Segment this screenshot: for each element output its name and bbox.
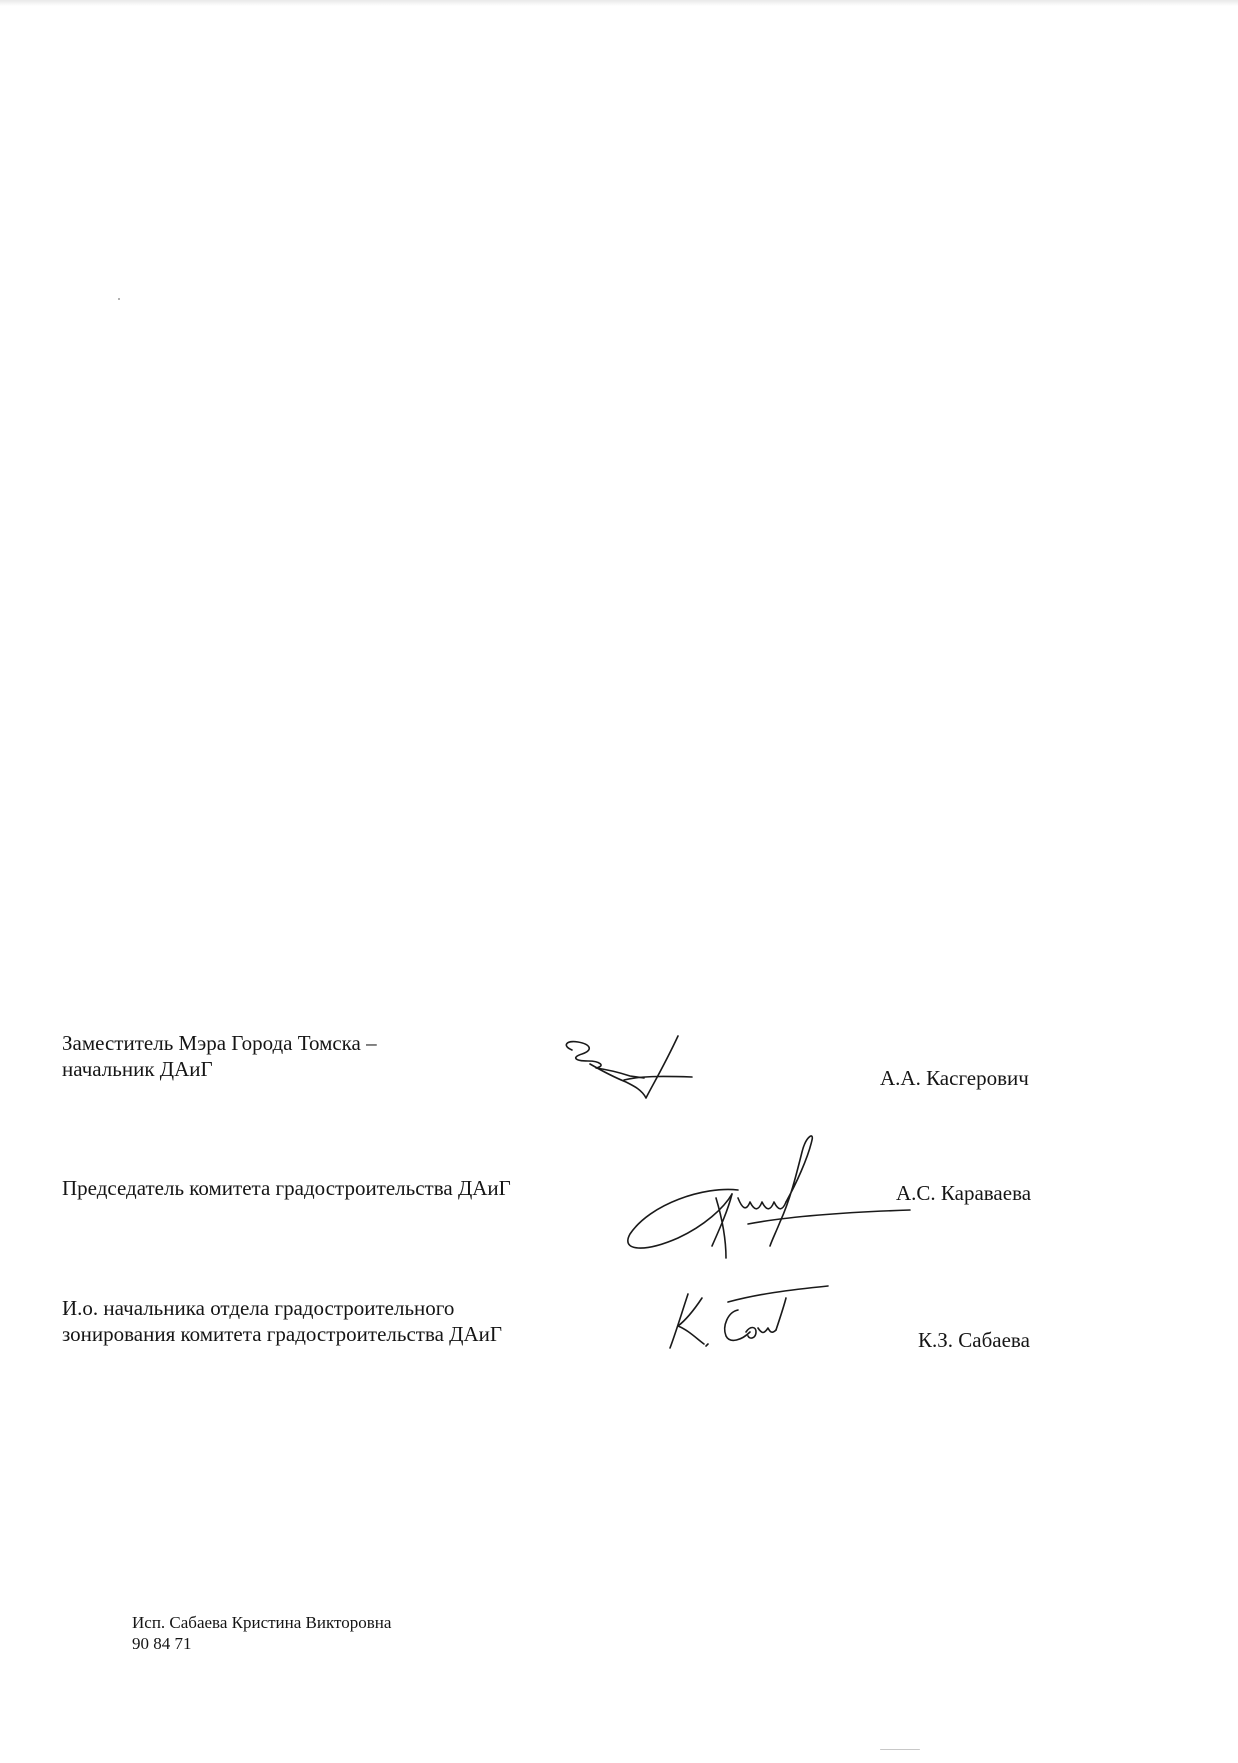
signatory-1-position-line-2: начальник ДАиГ	[62, 1057, 213, 1081]
signatory-3-position-line-2: зонирования комитета градостроительства ДАиГ	[62, 1322, 503, 1346]
signatory-3-name: К.З. Сабаева	[918, 1328, 1030, 1352]
signatory-3-position-line-1: И.о. начальника отдела градостроительного	[62, 1296, 455, 1320]
signatory-2-name: А.С. Караваева	[896, 1181, 1032, 1205]
signatory-1-name: А.А. Касгерович	[880, 1066, 1029, 1090]
signature-3	[668, 1282, 848, 1362]
executor-phone: 90 84 71	[132, 1634, 192, 1653]
scan-edge	[0, 0, 1238, 6]
signatory-2-position-line-1: Председатель комитета градостроительства ДАиГ	[62, 1176, 511, 1200]
signatory-1-position-line-1: Заместитель Мэра Города Томска –	[62, 1031, 377, 1055]
signature-2	[620, 1128, 920, 1278]
scan-speck	[880, 1749, 920, 1750]
executor-label: Исп. Сабаева Кристина Викторовна	[132, 1613, 392, 1632]
scan-speck	[118, 298, 120, 300]
signature-1	[560, 1028, 710, 1108]
